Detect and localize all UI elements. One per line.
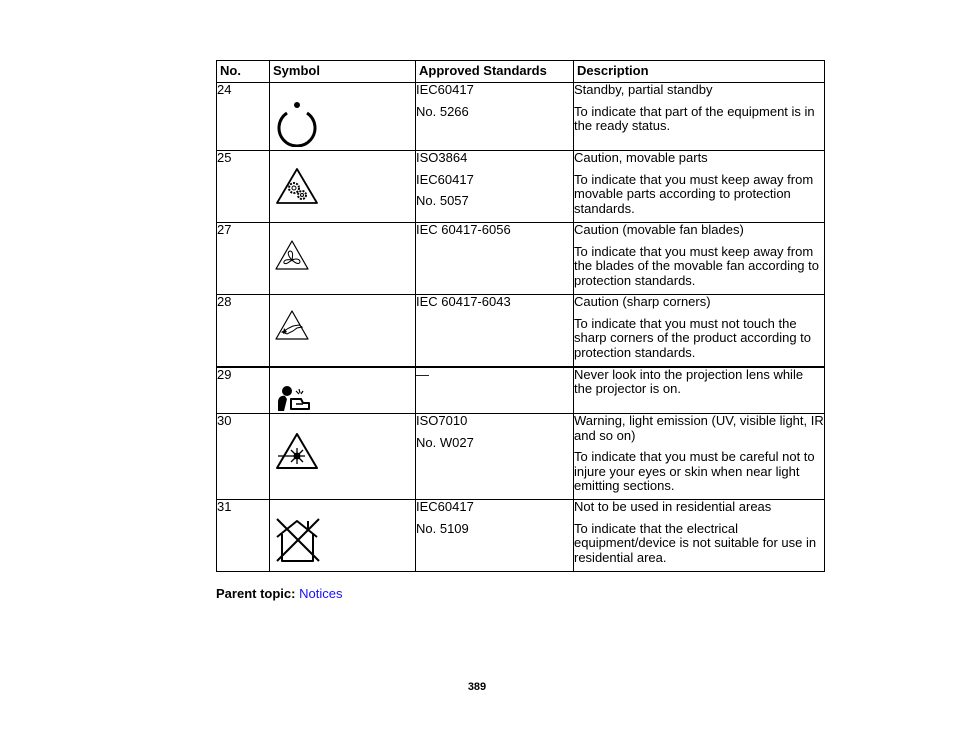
row-number: 31 [217,500,270,572]
standard-text: No. 5057 [416,193,469,208]
header-no: No. [217,61,270,83]
fan-blades-caution-icon [275,240,309,270]
description-cell [574,223,825,295]
description-text: To indicate that you must keep away from the blades of the movable fan according to protection standards. [574,243,819,288]
row-number: 24 [217,83,270,151]
symbol-cell [270,367,416,414]
symbol-cell [270,83,416,151]
description-text: To indicate that the electrical equipment/device is not suitable for use in residential area. [574,520,817,565]
row-number: 29 [217,367,270,414]
description-cell [574,414,825,500]
description-title: Caution (sharp corners) [574,294,711,309]
standard-text: IEC60417 [416,171,474,187]
description-text: To indicate that you must not touch the sharp corners of the product according to protection standards. [574,315,812,360]
symbol-cell [270,151,416,223]
row-number: 27 [217,223,270,295]
standard-text: No. 5109 [416,520,469,536]
standard-text: ISO7010 [416,413,468,428]
description-cell [574,151,825,223]
parent-topic [216,586,342,601]
standard-text: IEC 60417-6056 [416,222,511,237]
symbol-cell [270,500,416,572]
sharp-corners-caution-icon [275,310,309,340]
parent-topic-label: Parent topic: [216,586,296,601]
symbol-cell [270,223,416,295]
table-row [217,500,825,572]
standards-cell [416,500,574,572]
standards-cell [416,83,574,151]
standard-text: No. W027 [416,434,474,450]
description-cell [574,500,825,572]
standard-text: IEC60417 [416,82,474,97]
standard-text: ISO3864 [416,150,468,165]
table-row [217,367,825,414]
row-number: 25 [217,151,270,223]
description-title: Not to be used in residential areas [574,499,772,514]
description-text: To indicate that you must be careful not to injure your eyes or skin when near light emitting sections. [574,449,815,493]
standard-text: — [416,366,429,382]
row-number: 28 [217,295,270,367]
description-title: Caution (movable fan blades) [574,222,744,237]
symbol-cell [270,295,416,367]
standard-text: No. 5266 [416,103,469,119]
standards-cell [416,367,574,414]
description-cell [574,295,825,367]
symbol-cell [270,414,416,500]
movable-parts-caution-icon [275,167,319,205]
header-symbol: Symbol [270,61,416,83]
description-title: Caution, movable parts [574,150,708,165]
table-row [217,151,825,223]
not-for-residential-use-icon [275,517,323,565]
standards-cell [416,295,574,367]
standards-cell [416,223,574,295]
standards-cell [416,151,574,223]
header-description: Description [574,61,825,83]
table-row [217,223,825,295]
table-header-row [217,61,825,83]
row-number: 30 [217,414,270,500]
notices-link[interactable]: Notices [299,586,343,601]
description-text: Never look into the projection lens while the projector is on. [574,366,804,396]
table-row [217,414,825,500]
symbols-table [216,60,825,572]
standard-text: IEC60417 [416,499,474,514]
header-approved-standards: Approved Standards [416,61,574,83]
page-number: 389 [467,681,487,693]
standards-cell [416,414,574,500]
description-text: To indicate that you must keep away from movable parts according to protection standards. [574,171,814,216]
description-title: Warning, light emission (UV, visible light, IR and so on) [574,413,824,443]
description-text: To indicate that part of the equipment is in the ready status. [574,103,815,133]
description-cell [574,83,825,151]
standby-power-icon [275,101,319,147]
table-row [217,295,825,367]
do-not-look-into-lens-icon [275,385,313,412]
table-row [217,83,825,151]
description-title: Standby, partial standby [574,82,713,97]
light-emission-warning-icon [275,432,319,470]
standard-text: IEC 60417-6043 [416,294,511,309]
description-cell [574,367,825,414]
